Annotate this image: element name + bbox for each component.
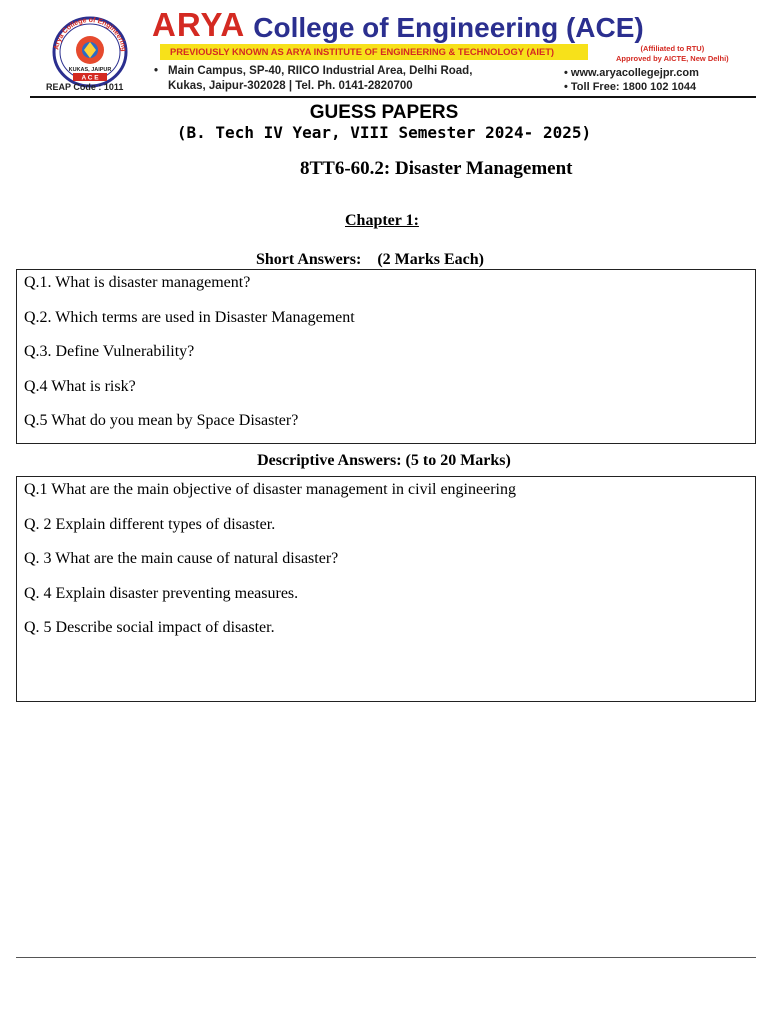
short-answers-heading: Short Answers: (2 Marks Each) xyxy=(256,251,484,268)
college-brand xyxy=(152,6,644,44)
descriptive-question: Q. 2 Explain different types of disaster. xyxy=(24,515,276,533)
descriptive-answers-box xyxy=(16,476,756,702)
short-answers-box xyxy=(16,269,756,444)
logo-abbr: A C E xyxy=(81,74,99,82)
letterhead xyxy=(0,0,768,100)
short-question: Q.5 What do you mean by Space Disaster? xyxy=(24,412,299,430)
affiliation-aicte: Approved by AICTE, New Delhi) xyxy=(616,54,729,63)
descriptive-answers-heading: Descriptive Answers: (5 to 20 Marks) xyxy=(257,452,511,469)
affiliation xyxy=(616,44,729,64)
website: • www.aryacollegejpr.com xyxy=(564,67,699,79)
toll-free: • Toll Free: 1800 102 1044 xyxy=(564,81,697,93)
document-subtitle: (B. Tech IV Year, VIII Semester 2024- 2025) xyxy=(176,123,592,142)
brand-name: ARYA xyxy=(152,6,246,43)
logo-place: KUKAS, JAIPUR xyxy=(68,67,112,73)
address xyxy=(154,64,472,94)
short-question: Q.2. Which terms are used in Disaster Management xyxy=(24,308,355,326)
descriptive-question: Q.1 What are the main objective of disaster management in civil engineering xyxy=(24,481,516,498)
subject-title: 8TT6-60.2: Disaster Management xyxy=(300,158,573,179)
contact-info xyxy=(564,66,699,94)
address-line-1: • Main Campus, SP-40, RIICO Industrial Area, Delhi Road, xyxy=(154,65,473,77)
descriptive-question: Q. 3 What are the main cause of natural disaster? xyxy=(24,550,339,568)
descriptive-question: Q. 4 Explain disaster preventing measures. xyxy=(24,584,299,602)
svg-text:Arya College of Engineering: Arya College of Engineering xyxy=(53,16,127,52)
footer-divider xyxy=(16,957,756,958)
descriptive-question: Q. 5 Describe social impact of disaster. xyxy=(24,619,275,637)
affiliation-rtu: (Affiliated to RTU) xyxy=(640,44,705,53)
document-title: GUESS PAPERS xyxy=(309,102,459,123)
address-line-2: Kukas, Jaipur-302028 | Tel. Ph. 0141-2820700 xyxy=(168,80,413,92)
short-question: Q.3. Define Vulnerability? xyxy=(24,343,195,361)
previous-name-banner xyxy=(160,44,588,60)
reap-code: REAP Code : 1011 xyxy=(46,82,124,92)
brand-college: College of Engineering (ACE) xyxy=(253,12,644,43)
chapter-heading: Chapter 1: xyxy=(345,212,419,229)
header-divider xyxy=(30,96,756,98)
short-question: Q.1. What is disaster management? xyxy=(24,274,251,291)
short-question: Q.4 What is risk? xyxy=(24,377,136,395)
previous-name-text: PREVIOUSLY KNOWN AS ARYA INSTITUTE OF ENGINEERING & TECHNOLOGY (AIET) xyxy=(170,46,555,57)
